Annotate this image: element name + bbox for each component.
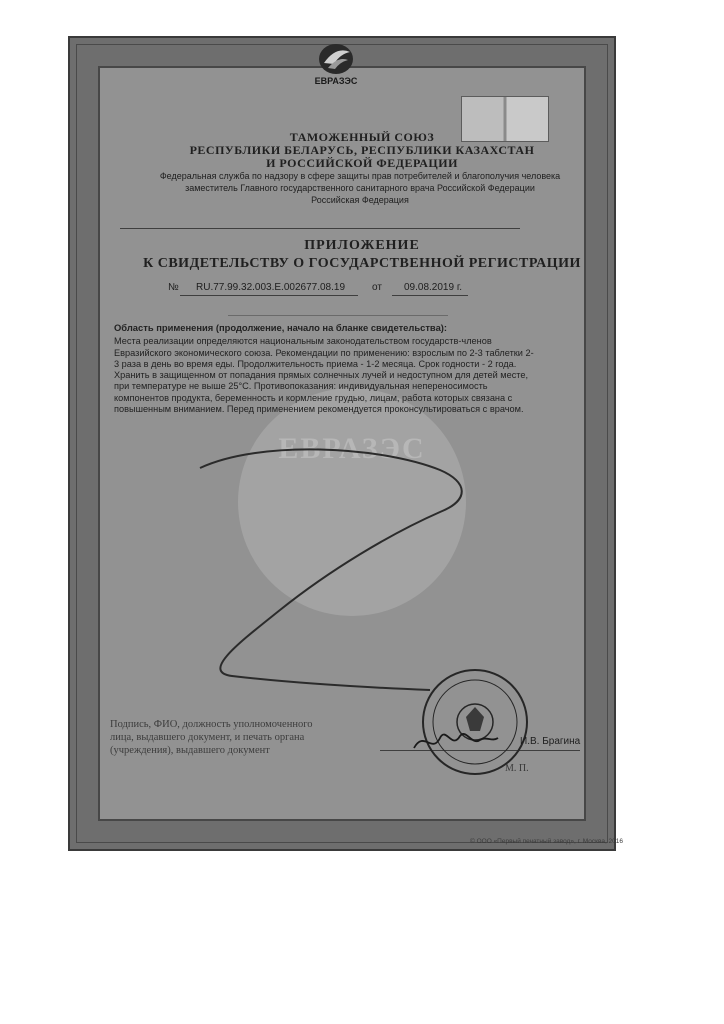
number-underline [180, 295, 358, 296]
body-line-2: Евразийского экономического союза. Рекомендации по применению: взрослым по 2-3 таблетки 2- [114, 347, 534, 358]
body-line-1: Места реализации определяются национальным законодательством государств-членов [114, 336, 492, 347]
watermark-circle [238, 388, 466, 616]
header-line-3: И РОССИЙСКОЙ ФЕДЕРАЦИИ [266, 156, 458, 170]
evraes-logo-icon [302, 42, 370, 88]
seal-place-label: М. П. [505, 763, 529, 774]
application-area-heading: Область применения (продолжение, начало на бланке свидетельства): [114, 322, 448, 333]
body-line-7: повышенным вниманием. Перед применением рекомендуется проконсультироваться с врачом. [114, 404, 524, 415]
header-divider [120, 228, 520, 229]
small-divider [228, 315, 448, 316]
body-line-4: Хранить в защищенном от попадания прямых солнечных лучей и недоступном для детей месте, [114, 370, 529, 381]
body-line-5: при температуре не выше 25°С. Противопоказания: индивидуальная непереносимость [114, 381, 488, 392]
federal-service-text [110, 170, 610, 206]
registration-date: 09.08.2019 г. [404, 282, 463, 293]
handwritten-signature-icon [410, 720, 500, 760]
watermark-logo-text: ЕВРАЗЭС [278, 432, 426, 465]
body-line-3: 3 раза в день во время еды. Продолжительность приема - 1-2 месяца. Срок годности - 2 года. [114, 358, 517, 369]
logo-text: ЕВРАЗЭС [314, 76, 358, 86]
date-underline [392, 295, 468, 296]
caption-line-1: Подпись, ФИО, должность уполномоченного [110, 719, 313, 730]
federal-line-1: Федеральная служба по надзору в сфере защиты прав потребителей и благополучия человека [159, 171, 561, 181]
federal-line-2: заместитель Главного государственного санитарного врача Российской Федерации [185, 183, 535, 193]
signature-caption [110, 718, 370, 757]
printer-footer: © ООО «Первый печатный завод», г. Москва, 2016 [470, 838, 624, 845]
federal-line-3: Российская Федерация [311, 195, 409, 205]
number-label: № [168, 282, 179, 293]
body-line-6: компонентов продукта, беременность и кормление грудью, лицам, работа которых связана с [114, 392, 513, 403]
date-label: от [372, 282, 382, 293]
document-title-line-2: К СВИДЕТЕЛЬСТВУ О ГОСУДАРСТВЕННОЙ РЕГИСТРАЦИИ [143, 256, 581, 271]
caption-line-3: (учреждения), выдавшего документ [110, 745, 270, 756]
document-title-line-1: ПРИЛОЖЕНИЕ [304, 238, 420, 253]
signer-name: И.В. Брагина [520, 736, 581, 747]
header-line-2: РЕСПУБЛИКИ БЕЛАРУСЬ, РЕСПУБЛИКИ КАЗАХСТАН [189, 143, 535, 157]
application-area-text [114, 322, 554, 415]
header-line-1: ТАМОЖЕННЫЙ СОЮЗ [289, 130, 435, 144]
registration-number: RU.77.99.32.003.Е.002677.08.19 [196, 282, 346, 293]
caption-line-2: лица, выдавшего документ, и печать органа [110, 732, 305, 743]
